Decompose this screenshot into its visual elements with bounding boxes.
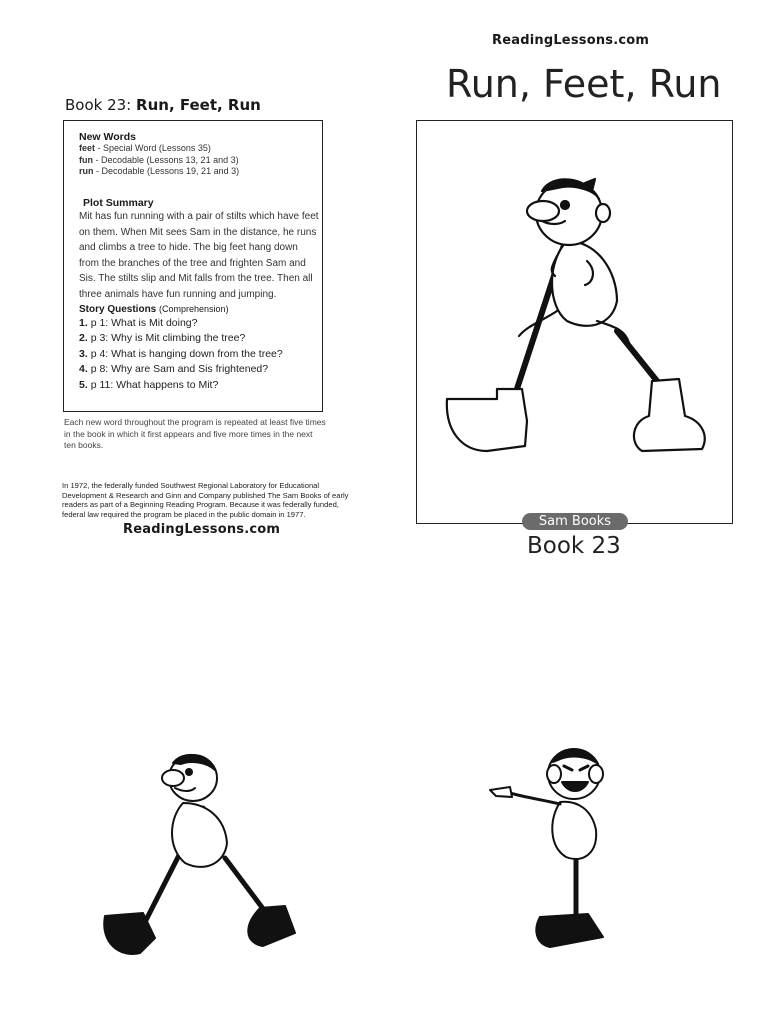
question-text: p 8: Why are Sam and Sis frightened? [90,363,269,376]
book-number: Book 23 [527,533,621,559]
question-item [79,331,319,347]
new-word-desc: - Special Word (Lessons 35) [95,143,211,153]
monkey-on-stilts-cover [417,121,734,525]
story-questions-subtitle: (Comprehension) [159,303,229,314]
book-heading-name: Run, Feet, Run [136,96,261,114]
new-word-item [79,166,319,178]
question-number: 4. [79,363,88,376]
site-brand-top: ReadingLessons.com [492,33,650,48]
new-word-desc: - Decodable (Lessons 13, 21 and 3) [93,154,239,165]
repetition-note: Each new word throughout the program is repeated at least five times in the book in which it first appears and five more times in the next ten books. [64,417,326,450]
book-heading-prefix: Book 23: [65,96,132,114]
question-number: 3. [79,347,88,360]
new-words-title: New Words [79,131,136,143]
monkey-pointing-on-stilt [488,742,628,957]
story-questions-header [79,303,319,316]
story-questions-title: Story Questions [79,303,157,315]
series-badge: Sam Books [522,513,628,530]
question-number: 5. [79,378,88,391]
question-text: p 4: What is hanging down from the tree? [90,347,283,360]
new-word: feet [79,143,96,153]
question-item [79,362,319,378]
new-word-item [79,143,319,155]
question-item [79,378,319,394]
plot-summary-text: Mit has fun running with a pair of stilts which have feet on them. When Mit sees Sam in the distance, he runs and climbs a tree to hide. The big feet hang down from the branches of the tree and frighten Sam and Sis. The stilts slip and Mit falls from the tree. Then all three animals have fun running and jumping. [79,211,319,300]
question-text: p 11: What happens to Mit? [90,378,219,391]
cover-illustration-frame [416,120,733,524]
question-text: p 1: What is Mit doing? [90,316,198,329]
plot-summary-title: Plot Summary [83,197,154,209]
monkey-walking-on-stilts [95,748,305,963]
new-word-desc: - Decodable (Lessons 19, 21 and 3) [93,166,240,176]
new-word-item [79,155,319,167]
question-item [79,316,319,332]
question-number: 2. [79,332,88,345]
question-number: 1. [79,316,88,329]
new-word: run [79,166,94,176]
site-brand-bottom: ReadingLessons.com [123,522,281,537]
new-word: fun [79,154,93,165]
history-note: In 1972, the federally funded Southwest Regional Laboratory for Educational Development & Research and Ginn and Company published The Sam Books of early readers as part of a Beginning Reading Program. Because it was federally funded, federal law required the program be placed in the public domain in 1977. [62,481,349,519]
book-heading [65,96,261,114]
lesson-info-box [63,120,323,412]
question-item [79,347,319,363]
question-text: p 3: Why is Mit climbing the tree? [90,332,246,345]
book-title: Run, Feet, Run [446,62,722,106]
